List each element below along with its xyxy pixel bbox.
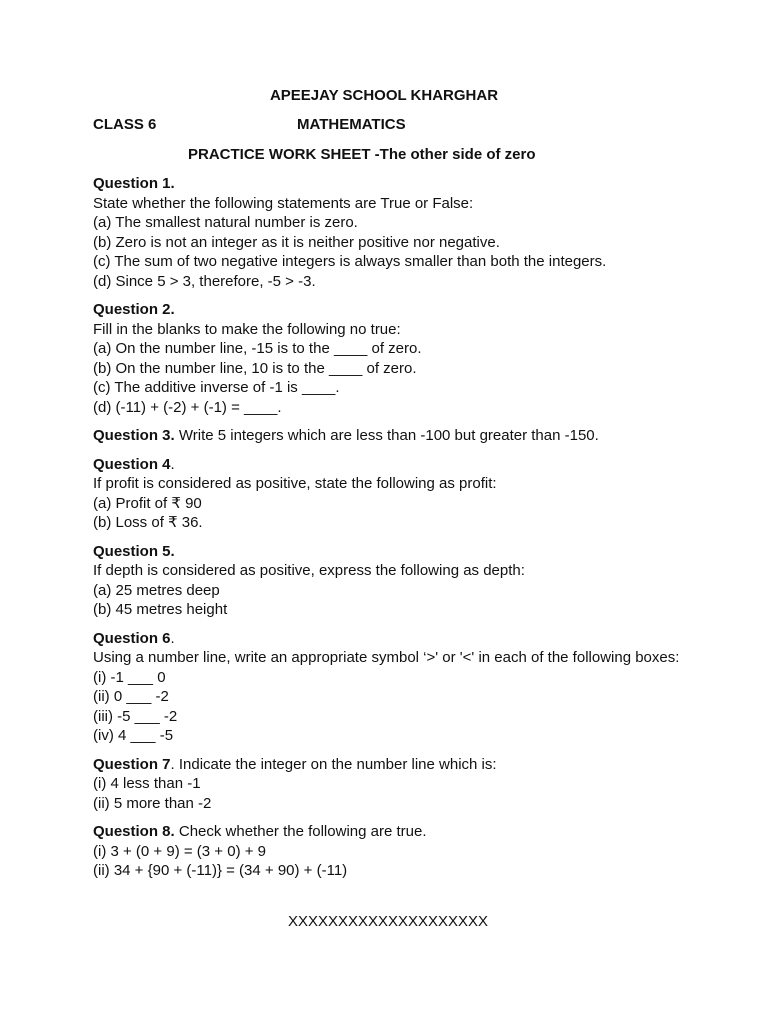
question-1-item-c: (c) The sum of two negative integers is always smaller than both the integers. xyxy=(93,253,607,270)
question-4-heading-line xyxy=(93,455,693,475)
question-6-item-iii: (iii) -5 ___ -2 xyxy=(93,707,178,725)
question-5-intro: If depth is considered as positive, express the following as depth: xyxy=(93,562,525,579)
question-6-item-ii: (ii) 0 ___ -2 xyxy=(93,688,169,705)
class-label: CLASS 6 xyxy=(93,116,157,133)
question-6 xyxy=(93,629,693,746)
question-3 xyxy=(93,426,693,446)
question-2 xyxy=(93,300,693,417)
question-6-intro: Using a number line, write an appropriate symbol ‘>' or '<' in each of the following boxes: xyxy=(93,649,680,666)
question-1-intro: State whether the following statements are True or False: xyxy=(93,194,474,212)
question-1-item-b: (b) Zero is not an integer as it is neither positive nor negative. xyxy=(93,233,500,251)
question-4-heading: Question 4 xyxy=(93,455,171,473)
subject-label: MATHEMATICS xyxy=(297,116,406,133)
question-7-item-ii: (ii) 5 more than -2 xyxy=(93,794,212,812)
question-8-line xyxy=(93,822,693,842)
question-5-heading: Question 5. xyxy=(93,542,175,560)
question-2-item-c: (c) The additive inverse of -1 is ____. xyxy=(93,379,340,396)
question-1 xyxy=(93,174,693,291)
question-8 xyxy=(93,822,693,881)
question-4-item-b: (b) Loss of ₹ 36. xyxy=(93,514,203,531)
worksheet-title: PRACTICE WORK SHEET -The other side of zero xyxy=(188,146,536,163)
question-8-text: Check whether the following are true. xyxy=(174,823,427,840)
question-6-heading: Question 6 xyxy=(93,629,171,647)
question-7-text: . Indicate the integer on the number line which is: xyxy=(170,755,497,773)
question-2-item-b: (b) On the number line, 10 is to the ____ of zero. xyxy=(93,359,417,377)
question-4-heading-tail: . xyxy=(170,455,175,473)
question-6-heading-tail: . xyxy=(170,629,175,647)
question-5 xyxy=(93,542,693,620)
question-2-item-d: (d) (-11) + (-2) + (-1) = ____. xyxy=(93,398,282,416)
question-4 xyxy=(93,455,693,533)
question-3-heading: Question 3. xyxy=(93,427,175,444)
question-7-line xyxy=(93,755,693,775)
question-1-item-a: (a) The smallest natural number is zero. xyxy=(93,214,358,231)
question-2-heading: Question 2. xyxy=(93,301,175,318)
question-7-item-i: (i) 4 less than -1 xyxy=(93,775,201,792)
question-1-heading: Question 1. xyxy=(93,175,175,192)
question-4-item-a: (a) Profit of ₹ 90 xyxy=(93,494,202,512)
end-marker: XXXXXXXXXXXXXXXXXXXX xyxy=(287,913,489,930)
question-5-item-b: (b) 45 metres height xyxy=(93,601,228,618)
question-3-text: Write 5 integers which are less than -100 but greater than -150. xyxy=(174,427,599,444)
question-7 xyxy=(93,755,693,814)
question-8-item-i: (i) 3 + (0 + 9) = (3 + 0) + 9 xyxy=(93,842,266,860)
question-5-item-a: (a) 25 metres deep xyxy=(93,581,220,599)
school-name: APEEJAY SCHOOL KHARGHAR xyxy=(269,87,499,104)
question-4-intro: If profit is considered as positive, state the following as profit: xyxy=(93,475,497,492)
question-8-item-ii: (ii) 34 + {90 + (-11)} = (34 + 90) + (-11) xyxy=(93,862,348,879)
question-1-item-d: (d) Since 5 > 3, therefore, -5 > -3. xyxy=(93,272,316,290)
question-2-intro: Fill in the blanks to make the following no true: xyxy=(93,320,401,338)
question-7-heading: Question 7 xyxy=(93,755,171,773)
question-8-heading: Question 8. xyxy=(93,823,175,840)
question-2-item-a: (a) On the number line, -15 is to the ____ of zero. xyxy=(93,340,422,357)
questions-section xyxy=(93,174,693,890)
question-6-item-i: (i) -1 ___ 0 xyxy=(93,668,166,686)
question-3-line xyxy=(93,426,693,446)
question-6-item-iv: (iv) 4 ___ -5 xyxy=(93,727,174,744)
question-6-heading-line xyxy=(93,629,693,649)
